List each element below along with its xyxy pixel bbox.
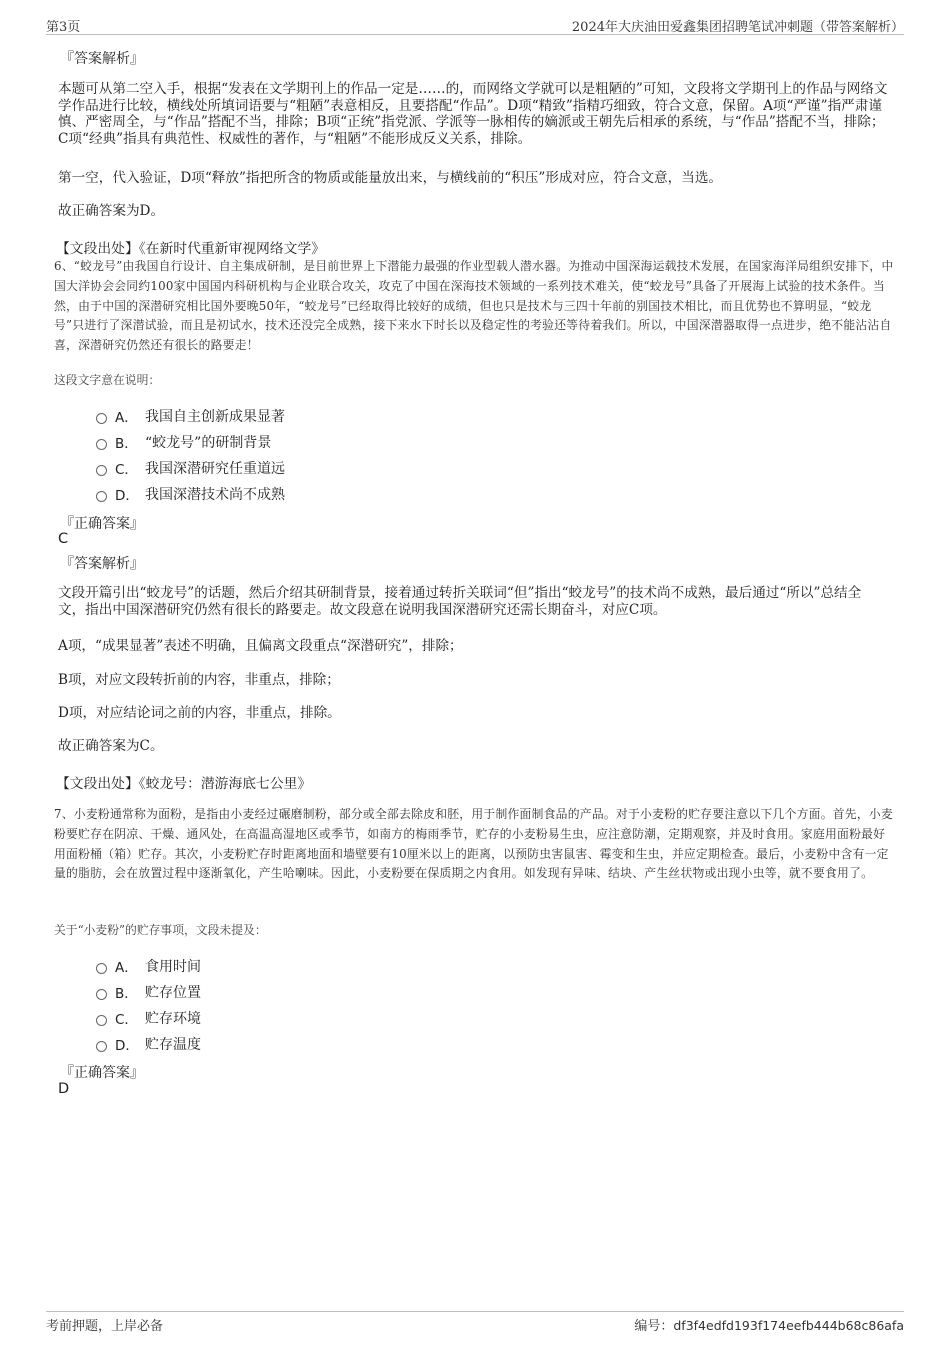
q5-analysis-paragraph-2: 第一空，代入验证，D项“释放”指把所含的物质或能量放出来，与横线前的“积压”形成对应，符合文意，当选。: [58, 170, 723, 186]
q6-prompt: 这段文字意在说明：: [54, 373, 161, 387]
option-text: “蛟龙号”的研制背景: [145, 435, 272, 451]
q6-analysis-paragraph-1: 文段开篇引出“蛟龙号”的话题，然后介绍其研制背景，接着通过转折关联词“但”指出“蛟龙号”的技术尚不成熟，最后通过“所以”总结全文，指出中国深潜研究仍然有很长的路要走。故文段意在说明我国深潜研究还需长期奋斗，对应C项。: [58, 585, 862, 618]
radio-icon[interactable]: [96, 439, 107, 450]
document-title: 2024年大庆油田爱鑫集团招聘笔试冲刺题（带答案解析）: [571, 20, 904, 35]
option-letter: A．: [115, 410, 138, 426]
q6-correct-answer: C: [58, 531, 69, 547]
option-text: 我国自主创新成果显著: [145, 409, 285, 425]
option-text: 贮存位置: [145, 985, 201, 1001]
radio-icon[interactable]: [96, 1015, 107, 1026]
q6-correct-label: 『正确答案』: [60, 516, 144, 532]
option-letter: D．: [115, 488, 139, 504]
q6-analysis-paragraph-4: D项，对应结论词之前的内容，非重点，排除。: [58, 705, 341, 721]
footer-code: [634, 1315, 904, 1334]
q6-option-b[interactable]: [96, 432, 271, 452]
code-value: df3f4edfd193f174eefb444b68c86afa: [673, 1318, 904, 1333]
q7-prompt: 关于“小麦粉”的贮存事项，文段未提及：: [54, 923, 267, 937]
option-letter: B．: [115, 436, 138, 452]
q6-analysis-paragraph-3: B项，对应文段转折前的内容，非重点，排除；: [58, 672, 340, 688]
q6-option-d[interactable]: [96, 484, 285, 504]
option-letter: A．: [115, 960, 138, 976]
page-number: 第3页: [46, 20, 81, 35]
q7-option-d[interactable]: [96, 1034, 201, 1054]
option-letter: D．: [115, 1038, 139, 1054]
q6-source: 【文段出处】《蛟龙号：潜游海底七公里》: [56, 776, 312, 792]
page-header: [46, 14, 904, 35]
option-letter: C．: [115, 462, 138, 478]
q6-conclusion: 故正确答案为C。: [58, 738, 164, 754]
radio-icon[interactable]: [96, 963, 107, 974]
q6-option-a[interactable]: [96, 406, 285, 426]
radio-icon[interactable]: [96, 989, 107, 1000]
q6-option-c[interactable]: [96, 458, 285, 478]
radio-icon[interactable]: [96, 491, 107, 502]
code-label: 编号：: [634, 1319, 674, 1334]
page-footer: [46, 1311, 904, 1332]
radio-icon[interactable]: [96, 1041, 107, 1052]
q7-correct-answer: D: [58, 1081, 70, 1097]
option-text: 食用时间: [145, 959, 201, 975]
q7-correct-label: 『正确答案』: [60, 1065, 144, 1081]
option-letter: B．: [115, 986, 138, 1002]
q7-stem: 7、小麦粉通常称为面粉，是指由小麦经过碾磨制粉，部分或全部去除皮和胚，用于制作面制食品的产品。对于小麦粉的贮存要注意以下几个方面。首先，小麦粉要贮存在阴凉、干燥、通风处，在高温高湿地区或季节，如南方的梅雨季节，贮存的小麦粉易生虫，应注意防潮，定期观察，并及时食用。家庭用面粉最好用面粉桶（箱）贮存。其次，小麦粉贮存时距离地面和墙壁要有10厘米以上的距离，以预防虫害鼠害、霉变和生虫，并应定期检查。最后，小麦粉中含有一定量的脂肪，会在放置过程中逐渐氧化，产生哈喇味。因此，小麦粉要在保质期之内食用。如发现有异味、结块、产生丝状物或出现小虫等，就不要食用了。: [54, 807, 893, 881]
option-text: 贮存温度: [145, 1037, 201, 1053]
q5-source: 【文段出处】《在新时代重新审视网络文学》: [56, 241, 326, 257]
q7-option-a[interactable]: [96, 956, 201, 976]
q5-analysis-label: 『答案解析』: [60, 51, 144, 67]
q7-option-c[interactable]: [96, 1008, 201, 1028]
q7-option-b[interactable]: [96, 982, 201, 1002]
option-text: 我国深潜研究任重道远: [145, 461, 285, 477]
option-letter: C．: [115, 1012, 138, 1028]
q6-analysis-paragraph-2: A项，“成果显著”表述不明确，且偏离文段重点“深潜研究”，排除；: [58, 638, 463, 654]
radio-icon[interactable]: [96, 465, 107, 476]
q6-analysis-label: 『答案解析』: [60, 556, 144, 572]
radio-icon[interactable]: [96, 413, 107, 424]
q5-analysis-paragraph-1: 本题可从第二空入手，根据“发表在文学期刊上的作品一定是……的，而网络文学就可以是粗陋的”可知，文段将文学期刊上的作品与网络文学作品进行比较，横线处所填词语要与“粗陋”表意相反，且要搭配“作品”。D项“精致”指精巧细致，符合文意，保留。A项“严谨”指严肃谨慎、严密周全，与“作品”搭配不当，排除；B项“正统”指党派、学派等一脉相传的嫡派或王朝先后相承的系统，与“作品”搭配不当，排除；C项“经典”指具有典范性、权威性的著作，与“粗陋”不能形成反义关系，排除。: [58, 81, 888, 147]
footer-slogan: 考前押题，上岸必备: [46, 1319, 164, 1334]
option-text: 贮存环境: [145, 1011, 201, 1027]
q6-stem: 6、“蛟龙号”由我国自行设计、自主集成研制，是目前世界上下潜能力最强的作业型载人潜水器。为推动中国深海运载技术发展，在国家海洋局组织安排下，中国大洋协会会同约100家中国国内科研机构与企业联合攻关，攻克了中国在深海技术领域的一系列技术难关，使“蛟龙号”具备了开展海上试验的技术条件。当然，由于中国的深潜研究相比国外要晚50年，“蛟龙号”已经取得比较好的成绩，但也只是技术与三四十年前的别国技术相比，而且优势也不算明显，“蛟龙号”只进行了深潜试验，而且是初试水，技术还没完全成熟，接下来水下时长以及稳定性的考验还等待着我们。所以，中国深潜器取得一点进步，绝不能沾沾自喜，深潜研究仍然还有很长的路要走！: [54, 259, 894, 353]
q5-conclusion: 故正确答案为D。: [58, 203, 165, 219]
option-text: 我国深潜技术尚不成熟: [145, 487, 285, 503]
